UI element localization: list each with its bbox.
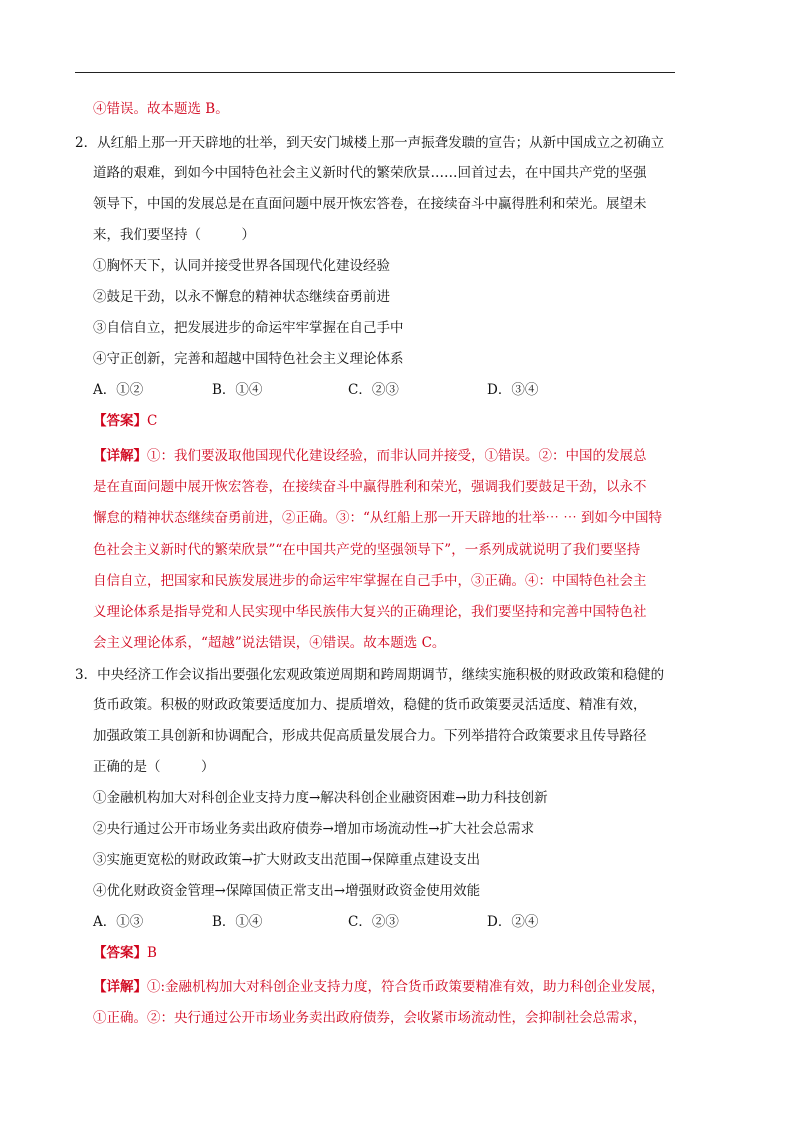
q3-stem-line-3: 加强政策工具创新和协调配合，形成共促高质量发展合力。下列举措符合政策要求且传导路径 [93, 728, 647, 744]
q2-detail-line-2: 是在直面问题中展开恢宏答卷，在接续奋斗中赢得胜利和荣光，强调我们要鼓足干劲，以永不 [93, 479, 647, 495]
answer-tag: 【答案】 [93, 413, 147, 429]
q2-detail-line-5: 自信自立，把国家和民族发展进步的命运牢牢掌握在自己手中，③正确。④：中国特色社会主 [93, 573, 647, 589]
answer-value: C [147, 413, 158, 429]
q3-option-1: ①金融机构加大对科创企业支持力度→解决科创企业融资困难→助力科技创新 [93, 790, 548, 806]
q3-option-3: ③实施更宽松的财政政策→扩大财政支出范围→保障重点建设支出 [93, 852, 481, 868]
previous-answer-note: ④错误。故本题选 B。 [93, 101, 229, 117]
q2-detail-line-6: 义理论体系是指导党和人民实现中华民族伟大复兴的正确理论，我们要坚持和完善中国特色社 [93, 604, 647, 620]
q3-detail-line-2: ①正确。②：央行通过公开市场业务卖出政府债券，会收紧市场流动性，会抑制社会总需求， [93, 1010, 647, 1026]
q2-detail-line-1 [93, 446, 647, 466]
q2-detail-line-7: 会主义理论体系，“超越”说法错误，④错误。故本题选 C。 [93, 635, 446, 651]
q2-option-1: ①胸怀天下，认同并接受世界各国现代化建设经验 [93, 258, 390, 274]
q2-stem-line-3: 领导下，中国的发展总是在直面问题中展开恢宏答卷，在接续奋斗中赢得胜利和荣光。展望未 [93, 196, 647, 212]
detail-text: ①：我们要汲取他国现代化建设经验，而非认同并接受，①错误。②：中国的发展总 [147, 448, 647, 464]
q2-option-2: ②鼓足干劲，以永不懈怠的精神状态继续奋勇前进 [93, 289, 390, 305]
detail-tag: 【详解】 [93, 979, 147, 995]
answer-tag: 【答案】 [93, 945, 147, 961]
q2-stem-line-2: 道路的艰难，到如今中国特色社会主义新时代的繁荣欣景……回首过去，在中国共产党的坚强 [93, 165, 647, 181]
detail-text: ①:金融机构加大对科创企业支持力度，符合货币政策要精准有效，助力科创企业发展， [147, 979, 665, 995]
q2-choice-b: B．①④ [212, 382, 263, 398]
answer-value: B [147, 945, 157, 961]
header-rule [75, 72, 675, 73]
q3-choice-b: B．①④ [212, 914, 263, 930]
q3-choice-d: D．②④ [487, 914, 539, 930]
q3-choice-a: A．①③ [93, 914, 144, 930]
q2-option-4: ④守正创新，完善和超越中国特色社会主义理论体系 [93, 351, 404, 367]
q3-stem-line-1: 3．中央经济工作会议指出要强化宏观政策逆周期和跨周期调节，继续实施积极的财政政策和稳健的 [75, 667, 665, 683]
q2-choice-c: C．②③ [348, 382, 399, 398]
q3-stem-line-4: 正确的是（ ） [93, 759, 215, 775]
q3-detail-line-1 [93, 977, 665, 997]
q3-choice-c: C．②③ [348, 914, 399, 930]
q2-stem-line-1: 2．从红船上那一开天辟地的壮举，到天安门城楼上那一声振聋发聩的宣告；从新中国成立之初确立 [75, 135, 665, 151]
q2-stem-line-4: 来，我们要坚持（ ） [93, 227, 255, 243]
q2-detail-line-3: 懈怠的精神状态继续奋勇前进，②正确。③：“从红船上那一开天辟地的壮举⋯ ⋯ 到如今中国特 [93, 510, 662, 526]
q3-answer [93, 943, 157, 963]
q2-option-3: ③自信自立，把发展进步的命运牢牢掌握在自己手中 [93, 320, 404, 336]
q2-choice-d: D．③④ [487, 382, 539, 398]
q3-option-2: ②央行通过公开市场业务卖出政府债券→增加市场流动性→扩大社会总需求 [93, 821, 535, 837]
q2-choice-a: A．①② [93, 382, 144, 398]
q2-detail-line-4: 色社会主义新时代的繁荣欣景”“在中国共产党的坚强领导下”，一系列成就说明了我们要坚持 [93, 542, 641, 558]
q2-answer [93, 411, 157, 431]
q3-option-4: ④优化财政资金管理→保障国债正常支出→增强财政资金使用效能 [93, 883, 481, 899]
q3-stem-line-2: 货币政策。积极的财政政策要适度加力、提质增效，稳健的货币政策要灵活适度、精准有效， [93, 697, 647, 713]
detail-tag: 【详解】 [93, 448, 147, 464]
